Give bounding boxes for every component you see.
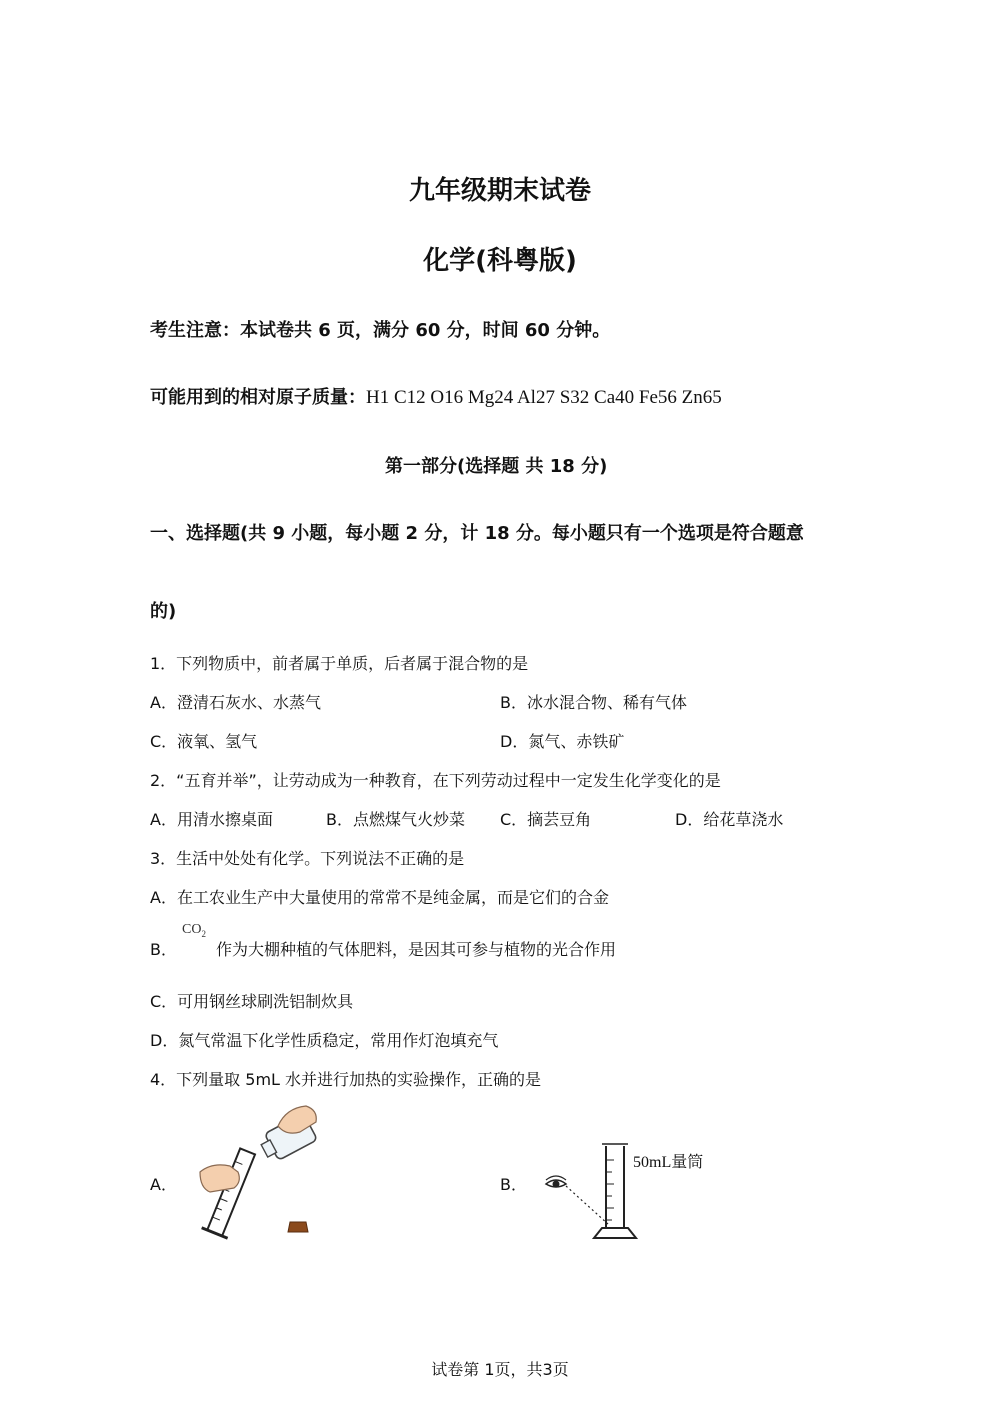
question-1-option-b: B．冰水混合物、稀有气体 — [500, 693, 687, 712]
question-3-option-a: A．在工农业生产中大量使用的常常不是纯金属，而是它们的合金 — [150, 888, 609, 907]
question-1-option-d: D．氮气、赤铁矿 — [500, 732, 625, 751]
question-4-stem: 4．下列量取 5mL 水并进行加热的实验操作，正确的是 — [150, 1070, 542, 1089]
section-heading-line1: 一、选择题(共 9 小题，每小题 2 分，计 18 分。每小题只有一个选项是符合题意 — [150, 523, 804, 544]
question-2-option-b: B．点燃煤气火炒菜 — [326, 810, 465, 829]
atomic-mass — [150, 383, 722, 409]
question-2-stem: 2．“五育并举”，让劳动成为一种教育，在下列劳动过程中一定发生化学变化的是 — [150, 771, 721, 790]
page-footer: 试卷第 1页，共3页 — [431, 1360, 569, 1379]
atomic-mass-values: H1 C12 O16 Mg24 Al27 S32 Ca40 Fe56 Zn65 — [366, 387, 722, 408]
co2-formula: $CO_2$ — [182, 922, 206, 939]
notice — [150, 316, 610, 342]
atomic-mass-label: 可能用到的相对原子质量： — [150, 387, 366, 408]
page-title: 九年级期末试卷 — [408, 176, 591, 206]
question-1-stem: 1．下列物质中，前者属于单质，后者属于混合物的是 — [150, 654, 529, 673]
notice-text: 本试卷共 6 页，满分 60 分，时间 60 分钟。 — [240, 320, 611, 341]
section-heading-line2: 的) — [150, 601, 177, 622]
question-3-option-b-text: 作为大棚种植的气体肥料，是因其可参与植物的光合作用 — [216, 940, 617, 959]
figure-b-label: 50mL量筒 — [633, 1154, 704, 1171]
question-3-option-c: C．可用钢丝球刷洗铝制炊具 — [150, 992, 354, 1011]
question-3-option-d: D．氮气常温下化学性质稳定，常用作灯泡填充气 — [150, 1031, 499, 1050]
question-2-option-d: D．给花草浇水 — [675, 810, 784, 829]
question-2-option-a: A．用清水擦桌面 — [150, 810, 273, 829]
question-1-option-c: C．液氧、氢气 — [150, 732, 258, 751]
page-subtitle: 化学(科粤版) — [423, 246, 577, 276]
figure-a-pouring-water — [190, 1100, 340, 1245]
part-heading: 第一部分(选择题 共 18 分) — [385, 456, 608, 477]
question-4-option-a-label: A． — [150, 1175, 177, 1194]
question-1-option-a: A．澄清石灰水、水蒸气 — [150, 693, 321, 712]
question-4-option-b-label: B． — [500, 1175, 527, 1194]
question-3-option-b-label: B． — [150, 940, 177, 959]
question-2-option-c: C．摘芸豆角 — [500, 810, 592, 829]
notice-label: 考生注意： — [150, 320, 240, 341]
question-3-stem: 3．生活中处处有化学。下列说法不正确的是 — [150, 849, 465, 868]
